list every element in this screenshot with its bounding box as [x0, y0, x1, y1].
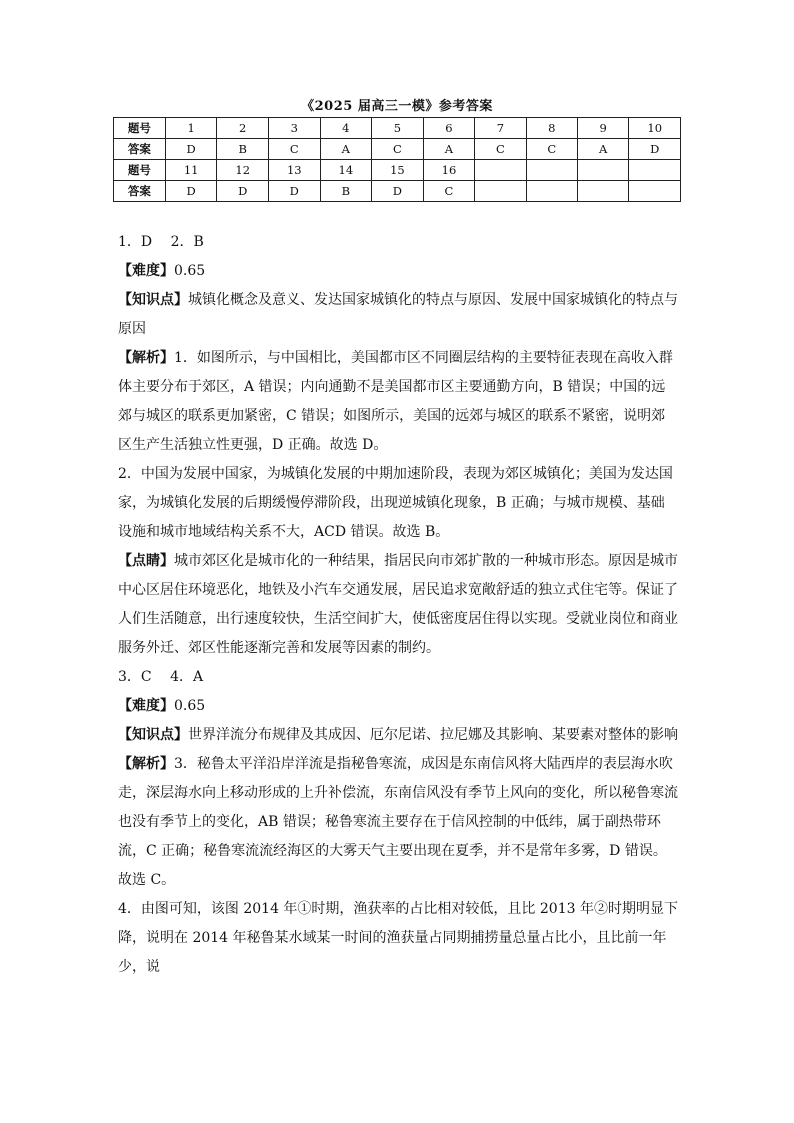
- difficulty-line: [118, 257, 678, 286]
- knowledge-point-line: [118, 721, 678, 750]
- question-heading: 3．C 4．A: [118, 669, 204, 685]
- table-cell: 6: [423, 118, 475, 139]
- difficulty-line: [118, 692, 678, 721]
- table-cell: B: [320, 181, 372, 202]
- difficulty-label: 【难度】: [118, 263, 174, 279]
- table-cell: 7: [475, 118, 526, 139]
- knowledge-point-line: [118, 286, 678, 344]
- analysis-label: 【解析】: [118, 756, 174, 772]
- analysis-paragraph: 4．由图可知，该图 2014 年①时期，渔获率的占比相对较低，且比 2013 年②时期明显下降，说明在 2014 年秘鲁某水域某一时间的渔获量占同期捕捞量总量占比小，且比前一年少，说: [118, 901, 678, 975]
- table-cell: C: [475, 139, 526, 160]
- knowledge-point-label: 【知识点】: [118, 292, 188, 308]
- analysis-text: 1．如图所示，与中国相比，美国都市区不同圈层结构的主要特征表现在高收入群体主要分布于郊区，A 错误；内向通勤不是美国都市区主要通勤方向，B 错误；中国的远郊与城区的联系更加紧密，C 错误；如图所示，美国的远郊与城区的联系不紧密，说明郊区生产生活独立性更强，D 正确。故选 D。: [118, 350, 673, 453]
- analysis-paragraph: 2．中国为发展中国家，为城镇化发展的中期加速阶段，表现为郊区城镇化；美国为发达国家，为城镇化发展的后期缓慢停滞阶段，出现逆城镇化现象，B 正确；与城市规模、基础设施和城市地域结构关系不大，ACD 错误。故选 B。: [118, 466, 673, 540]
- table-cell: A: [578, 139, 629, 160]
- table-cell: A: [423, 139, 475, 160]
- table-cell: 13: [268, 160, 320, 181]
- difficulty-value: 0.65: [174, 698, 206, 714]
- analysis-text: 3．秘鲁太平洋沿岸洋流是指秘鲁寒流，成因是东南信风将大陆西岸的表层海水吹走，深层海水向上移动形成的上升补偿流，东南信风没有季节上风向的变化，所以秘鲁寒流也没有季节上的变化，AB 错误；秘鲁寒流主要存在于信风控制的中低纬，属于副热带环流，C 正确；秘鲁寒流流经海区的大雾天气主要出现在夏季，并不是常年多雾，D 错误。故选 C。: [118, 756, 678, 888]
- document-title: 《2025 届高三一模》参考答案: [301, 99, 493, 114]
- table-cell: 10: [629, 118, 681, 139]
- table-cell: [578, 160, 629, 181]
- table-row: [114, 160, 681, 181]
- table-row: [114, 118, 681, 139]
- table-cell: D: [268, 181, 320, 202]
- table-cell: B: [217, 139, 269, 160]
- table-cell: 1: [165, 118, 217, 139]
- table-cell: [526, 160, 577, 181]
- table-cell: [629, 160, 681, 181]
- table-cell: [475, 160, 526, 181]
- table-cell: C: [526, 139, 577, 160]
- table-cell: 4: [320, 118, 372, 139]
- table-cell: C: [372, 139, 424, 160]
- table-cell: 14: [320, 160, 372, 181]
- analysis-paragraph: [118, 344, 678, 460]
- table-cell: [629, 181, 681, 202]
- knowledge-point-label: 【知识点】: [118, 727, 188, 743]
- table-header-cell: 题号: [114, 160, 166, 181]
- table-cell: 15: [372, 160, 424, 181]
- answer-table: [113, 117, 681, 202]
- question-heading: 1．D 2．B: [118, 234, 204, 250]
- table-cell: [578, 181, 629, 202]
- table-cell: A: [320, 139, 372, 160]
- table-cell: D: [165, 139, 217, 160]
- table-cell: [475, 181, 526, 202]
- table-row: [114, 139, 681, 160]
- table-cell: [526, 181, 577, 202]
- table-cell: 3: [268, 118, 320, 139]
- table-cell: 5: [372, 118, 424, 139]
- table-cell: D: [629, 139, 681, 160]
- table-header-cell: 答案: [114, 181, 166, 202]
- table-cell: 16: [423, 160, 475, 181]
- table-row: [114, 181, 681, 202]
- analysis-paragraph: [118, 750, 678, 895]
- tip-text: 城市郊区化是城市化的一种结果，指居民向市郊扩散的一种城市形态。原因是城市中心区居住环境恶化，地铁及小汽车交通发展，居民追求宽敞舒适的独立式住宅等。保证了人们生活随意，出行速度较快，生活空间扩大，使低密度居住得以实现。受就业岗位和商业服务外迁、郊区性能逐渐完善和发展等因素的制约。: [118, 553, 678, 656]
- table-cell: 11: [165, 160, 217, 181]
- table-cell: D: [372, 181, 424, 202]
- table-cell: 8: [526, 118, 577, 139]
- difficulty-value: 0.65: [174, 263, 206, 279]
- table-cell: C: [268, 139, 320, 160]
- analysis-label: 【解析】: [118, 350, 174, 366]
- tip-paragraph: [118, 547, 678, 663]
- table-cell: 2: [217, 118, 269, 139]
- table-cell: D: [217, 181, 269, 202]
- table-cell: D: [165, 181, 217, 202]
- table-cell: 9: [578, 118, 629, 139]
- table-header-cell: 答案: [114, 139, 166, 160]
- table-cell: C: [423, 181, 475, 202]
- knowledge-point-text: 世界洋流分布规律及其成因、厄尔尼诺、拉尼娜及其影响、某要素对整体的影响: [188, 727, 678, 743]
- table-header-cell: 题号: [114, 118, 166, 139]
- answer-explanations: [118, 228, 678, 982]
- table-cell: 12: [217, 160, 269, 181]
- knowledge-point-text: 城镇化概念及意义、发达国家城镇化的特点与原因、发展中国家城镇化的特点与原因: [118, 292, 678, 337]
- difficulty-label: 【难度】: [118, 698, 174, 714]
- tip-label: 【点睛】: [118, 553, 174, 569]
